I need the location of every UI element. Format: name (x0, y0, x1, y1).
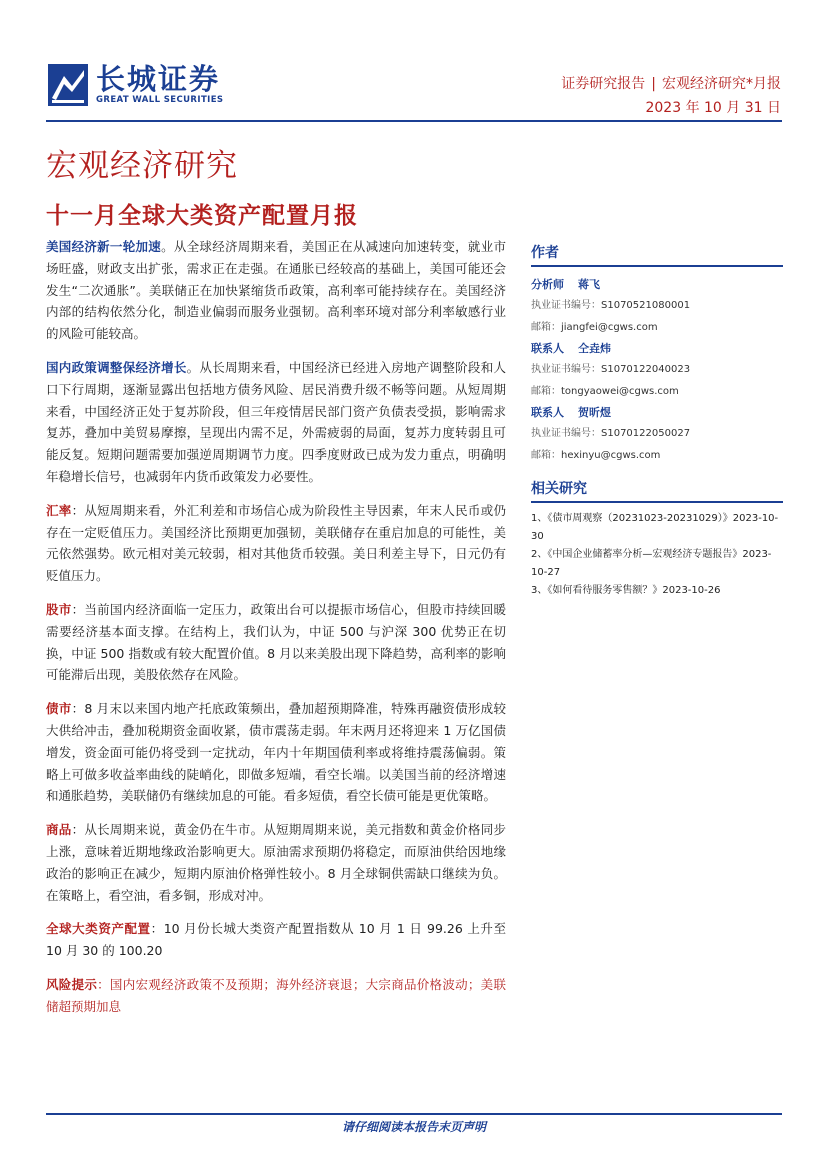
analyst-role: 联系人 (531, 406, 564, 419)
main-content (46, 236, 506, 1030)
cert-number: S1070521080001 (601, 300, 691, 311)
email-label: 邮箱： (531, 449, 561, 461)
related-item[interactable]: 1、《债市周观察（20231023-20231029）》2023-10-30 (531, 513, 779, 542)
analyst-role: 联系人 (531, 342, 564, 355)
paragraph-lead: 汇率 (46, 502, 72, 518)
company-logo (46, 62, 236, 110)
paragraph-asset-allocation (46, 918, 506, 962)
risk-lead: 风险提示 (46, 976, 98, 992)
paragraph-text: ：当前国内经济面临一定压力，政策出台可以提振市场信心，但股市持续回暖需要经济基本面支撑。在结构上，我们认为，中证 500 与沪深 300 优势正在切换，中证 500 指数或有较大配置价值。8 月以来美股出现下降趋势，高利率的影响可能滞后出现，美股依然存在风险。 (46, 601, 506, 683)
cert-label: 执业证书编号： (531, 364, 601, 375)
paragraph-lead: 国内政策调整保经济增长 (46, 359, 187, 375)
analyst-name: 贺昕煜 (578, 406, 611, 419)
paragraph-stocks (46, 599, 506, 686)
related-research (531, 476, 783, 600)
paragraph-text: ：8 月末以来国内地产托底政策频出，叠加超预期降准，特殊再融资债形成较大供给冲击，叠加税期资金面收紧，债市震荡走弱。年末两月还将迎来 1 万亿国债增发，资金面可能仍将受到一定扰动，年内十年期国债利率或将维持震荡偏弱。策略上可做多收益率曲线的陡峭化，即做多短端，看空长端。以美国当前的经济增速和通胀趋势，美联储仍有继续加息的可能。看多短债，看空长债可能是更优策略。 (46, 701, 506, 804)
email-label: 邮箱： (531, 321, 561, 333)
risk-text: ：国内宏观经济政策不及预期；海外经济衰退；大宗商品价格波动；美联储超预期加息 (46, 976, 506, 1014)
related-section-title: 相关研究 (531, 476, 783, 503)
report-date: 2023 年 10 月 31 日 (645, 100, 781, 116)
email-link[interactable]: hexinyu@cgws.com (561, 449, 661, 461)
analyst-block (531, 338, 783, 402)
paragraph-fx (46, 500, 506, 587)
paragraph-lead: 债市 (46, 701, 72, 717)
paragraph-text: ：从长周期来说，黄金仍在牛市。从短期周期来说，美元指数和黄金价格同步上涨，意味着近期地缘政治影响更大。原油需求预期仍将稳定，而原油供给因地缘政治的影响正在减少，短期内原油价格弹性较小。8 月全球铜供需缺口继续为负。在策略上，看空油，看多铜，形成对冲。 (46, 822, 506, 903)
report-type: 证券研究报告 (561, 76, 646, 92)
brand-name-cn: 长城证券 (96, 62, 221, 96)
paragraph-text: 。从长周期来看，中国经济已经进入房地产调整阶段和人口下行周期，逐渐显露出包括地方债务风险、居民消费升级不畅等问题。从短周期来看，中国经济正处于复苏阶段，但三年疫情居民部门资产负债表受损，影响需求复苏，叠加中美贸易摩擦，呈现出内需不足，外需疲弱的局面，复苏力度转弱且可能反复。短期问题需要加强逆周期调节力度。四季度财政已成为发力重点，明确明年稳增长信号，也减弱年内货币政策发力必要性。 (46, 359, 506, 484)
paragraph-text: 。从全球经济周期来看，美国正在从减速向加速转变，就业市场旺盛，财政支出扩张，需求正在走强。在通胀已经较高的基础上，美国可能还会发生“二次通胀”。美联储正在加快紧缩货币政策，高利率可能持续存在。美国经济内部的结构依然分化，制造业偏弱而服务业强韧。高利率环境对部分利率敏感行业的风险可能较高。 (46, 239, 506, 342)
great-wall-logo-icon (46, 62, 90, 108)
email-link[interactable]: jiangfei@cgws.com (561, 321, 658, 333)
paragraph-lead: 商品 (46, 822, 72, 838)
analyst-block (531, 402, 783, 466)
related-item[interactable]: 3、《如何看待服务零售额？》2023-10-26 (531, 585, 721, 596)
paragraph-commodities (46, 819, 506, 906)
author-section-title: 作者 (531, 240, 783, 267)
analyst-name: 蒋飞 (578, 278, 600, 291)
header-divider (46, 120, 782, 122)
analyst-role: 分析师 (531, 278, 564, 291)
paragraph-us-economy (46, 236, 506, 345)
footer-disclaimer: 请仔细阅读本报告末页声明 (341, 1120, 486, 1134)
cert-number: S1070122050027 (601, 428, 691, 439)
cert-label: 执业证书编号： (531, 300, 601, 311)
report-series: 宏观经济研究*月报 (662, 76, 781, 92)
email-label: 邮箱： (531, 385, 561, 397)
paragraph-domestic-policy (46, 357, 506, 488)
paragraph-lead: 美国经济新一轮加速 (46, 239, 162, 254)
footer-divider (46, 1113, 782, 1115)
analyst-block (531, 274, 783, 338)
paragraph-bonds (46, 698, 506, 807)
cert-number: S1070122040023 (601, 364, 691, 375)
email-link[interactable]: tongyaowei@cgws.com (561, 385, 679, 397)
report-title: 十一月全球大类资产配置月报 (46, 203, 358, 229)
cert-label: 执业证书编号： (531, 428, 601, 439)
page-title: 宏观经济研究 (46, 148, 238, 184)
brand-name-en: GREAT WALL SECURITIES (96, 95, 224, 105)
sidebar (531, 240, 783, 600)
paragraph-text: ：从短周期来看，外汇利差和市场信心成为阶段性主导因素，年末人民币或仍存在一定贬值压力。美国经济比预期更加强韧，美联储存在重启加息的可能性，美元依然强势。欧元相对美元较弱，相对其他货币较强。美日利差主导下，日元仍有贬值压力。 (46, 502, 506, 584)
paragraph-lead: 全球大类资产配置 (46, 921, 151, 937)
paragraph-lead: 股市 (46, 601, 72, 617)
paragraph-text: ：10 月份长城大类资产配置指数从 10 月 1 日 99.26 上升至 10 月 30 的 100.20 (46, 921, 506, 959)
report-meta: 证券研究报告 | 宏观经济研究*月报 2023 年 10 月 31 日 (561, 72, 781, 120)
paragraph-risk (46, 974, 506, 1018)
related-item[interactable]: 2、《中国企业储蓄率分析—宏观经济专题报告》2023-10-27 (531, 549, 772, 578)
analyst-name: 仝垚炜 (578, 342, 611, 355)
